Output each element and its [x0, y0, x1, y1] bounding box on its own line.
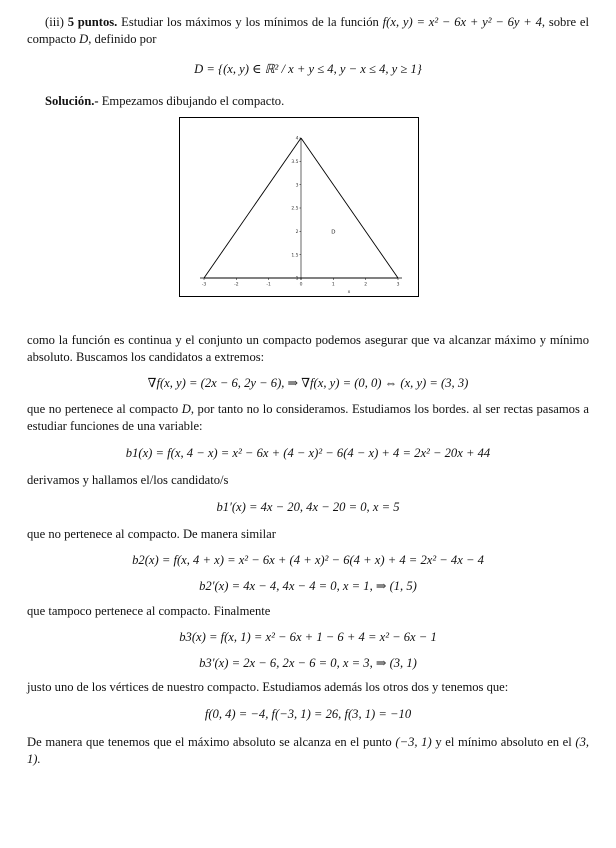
solution-label: Solución.- [45, 94, 99, 108]
conclusion-text-a: De manera que tenemos que el máximo absoluto se alcanza en el punto [27, 735, 392, 749]
x-tick-label: 3 [396, 282, 400, 288]
statement-mid: , sobre el compacto [27, 15, 590, 46]
x-axis-label: x [347, 290, 351, 295]
series-line [301, 138, 398, 278]
conclusion-text-b: y el mínimo absoluto en el [435, 735, 572, 749]
equation-gradient: ∇f(x, y) = (2x − 6, 2y − 6), ⇒ ∇f(x, y) = (0, 0) ⇔ (x, y) = (3, 3) [147, 376, 469, 390]
x-tick-label: 1 [331, 282, 335, 288]
set-name: D [79, 32, 89, 46]
y-tick-label: 3.5 [291, 159, 299, 165]
series-line [204, 138, 301, 278]
p2-text-a: que no pertenece al compacto [27, 402, 179, 416]
x-tick-label: -2 [234, 282, 239, 288]
statement-start: Estudiar los máximos y los mínimos de la función [121, 15, 379, 29]
equation-b1-derivative: b1′(x) = 4x − 20, 4x − 20 = 0, x = 5 [216, 500, 400, 514]
min-point: (3, 1). [27, 735, 590, 766]
paragraph-derive: derivamos y hallamos el/los candidato/s [27, 473, 229, 487]
equation-values: f(0, 4) = −4, f(−3, 1) = 26, f(3, 1) = −10 [204, 707, 412, 721]
paragraph-finally: que tampoco pertenece al compacto. Finalmente [27, 604, 271, 618]
function-expression: f(x, y) = x² − 6x + y² − 6y + 4 [382, 15, 542, 29]
solution-intro-text: Empezamos dibujando el compacto. [101, 94, 285, 108]
problem-statement [27, 14, 589, 48]
y-tick-label: 3 [295, 183, 299, 189]
equation-b2: b2(x) = f(x, 4 + x) = x² − 6x + (4 + x)² − 6(4 + x) + 4 = 2x² − 4x − 4 [132, 553, 484, 567]
compact-plot [180, 118, 420, 298]
max-point: (−3, 1) [395, 735, 432, 749]
equation-b3: b3(x) = f(x, 1) = x² − 6x + 1 − 6 + 4 = x² − 6x − 1 [179, 630, 437, 644]
compact-figure [179, 117, 419, 297]
problem-number: (iii) [45, 15, 64, 29]
paragraph-similar: que no pertenece al compacto. De manera similar [27, 527, 276, 541]
equation-b1: b1(x) = f(x, 4 − x) = x² − 6x + (4 − x)² − 6(4 − x) + 4 = 2x² − 20x + 44 [125, 446, 491, 460]
paragraph-borders [27, 401, 589, 435]
set-definition: D = {(x, y) ∈ ℝ² / x + y ≤ 4, y − x ≤ 4, y ≥ 1} [194, 62, 422, 76]
problem-points: 5 puntos. [67, 15, 118, 29]
statement-end: , definido por [88, 32, 157, 46]
paragraph-continuity: como la función es continua y el conjunto un compacto podemos asegurar que va alcanzar máximo y mínimo absoluto. Buscamos los candidatos a extremos: [27, 333, 589, 364]
y-tick-label: 1 [295, 276, 299, 282]
y-tick-label: 2.5 [291, 206, 299, 212]
y-tick-label: 1.5 [291, 253, 299, 259]
y-tick-label: 2 [295, 229, 299, 235]
equation-b3-derivative: b3′(x) = 2x − 6, 2x − 6 = 0, x = 3, ⇒ (3, 1) [199, 656, 417, 670]
y-tick-label: 4 [295, 136, 299, 142]
equation-b2-derivative: b2′(x) = 4x − 4, 4x − 4 = 0, x = 1, ⇒ (1, 5) [199, 579, 417, 593]
x-tick-label: -1 [266, 282, 271, 288]
x-tick-label: -3 [201, 282, 207, 288]
p2-set-name: D [181, 402, 191, 416]
x-tick-label: 0 [299, 282, 303, 288]
paragraph-vertices: justo uno de los vértices de nuestro compacto. Estudiamos además los otros dos y tenemos que: [27, 680, 509, 694]
x-tick-label: 2 [364, 282, 368, 288]
solution-intro [45, 93, 589, 110]
p2-text-b: , por tanto no lo consideramos. Estudiamos los bordes. al ser rectas pasamos a estudiar funciones de una variable: [27, 402, 589, 433]
paragraph-conclusion [27, 734, 589, 768]
region-label: D [331, 229, 336, 236]
